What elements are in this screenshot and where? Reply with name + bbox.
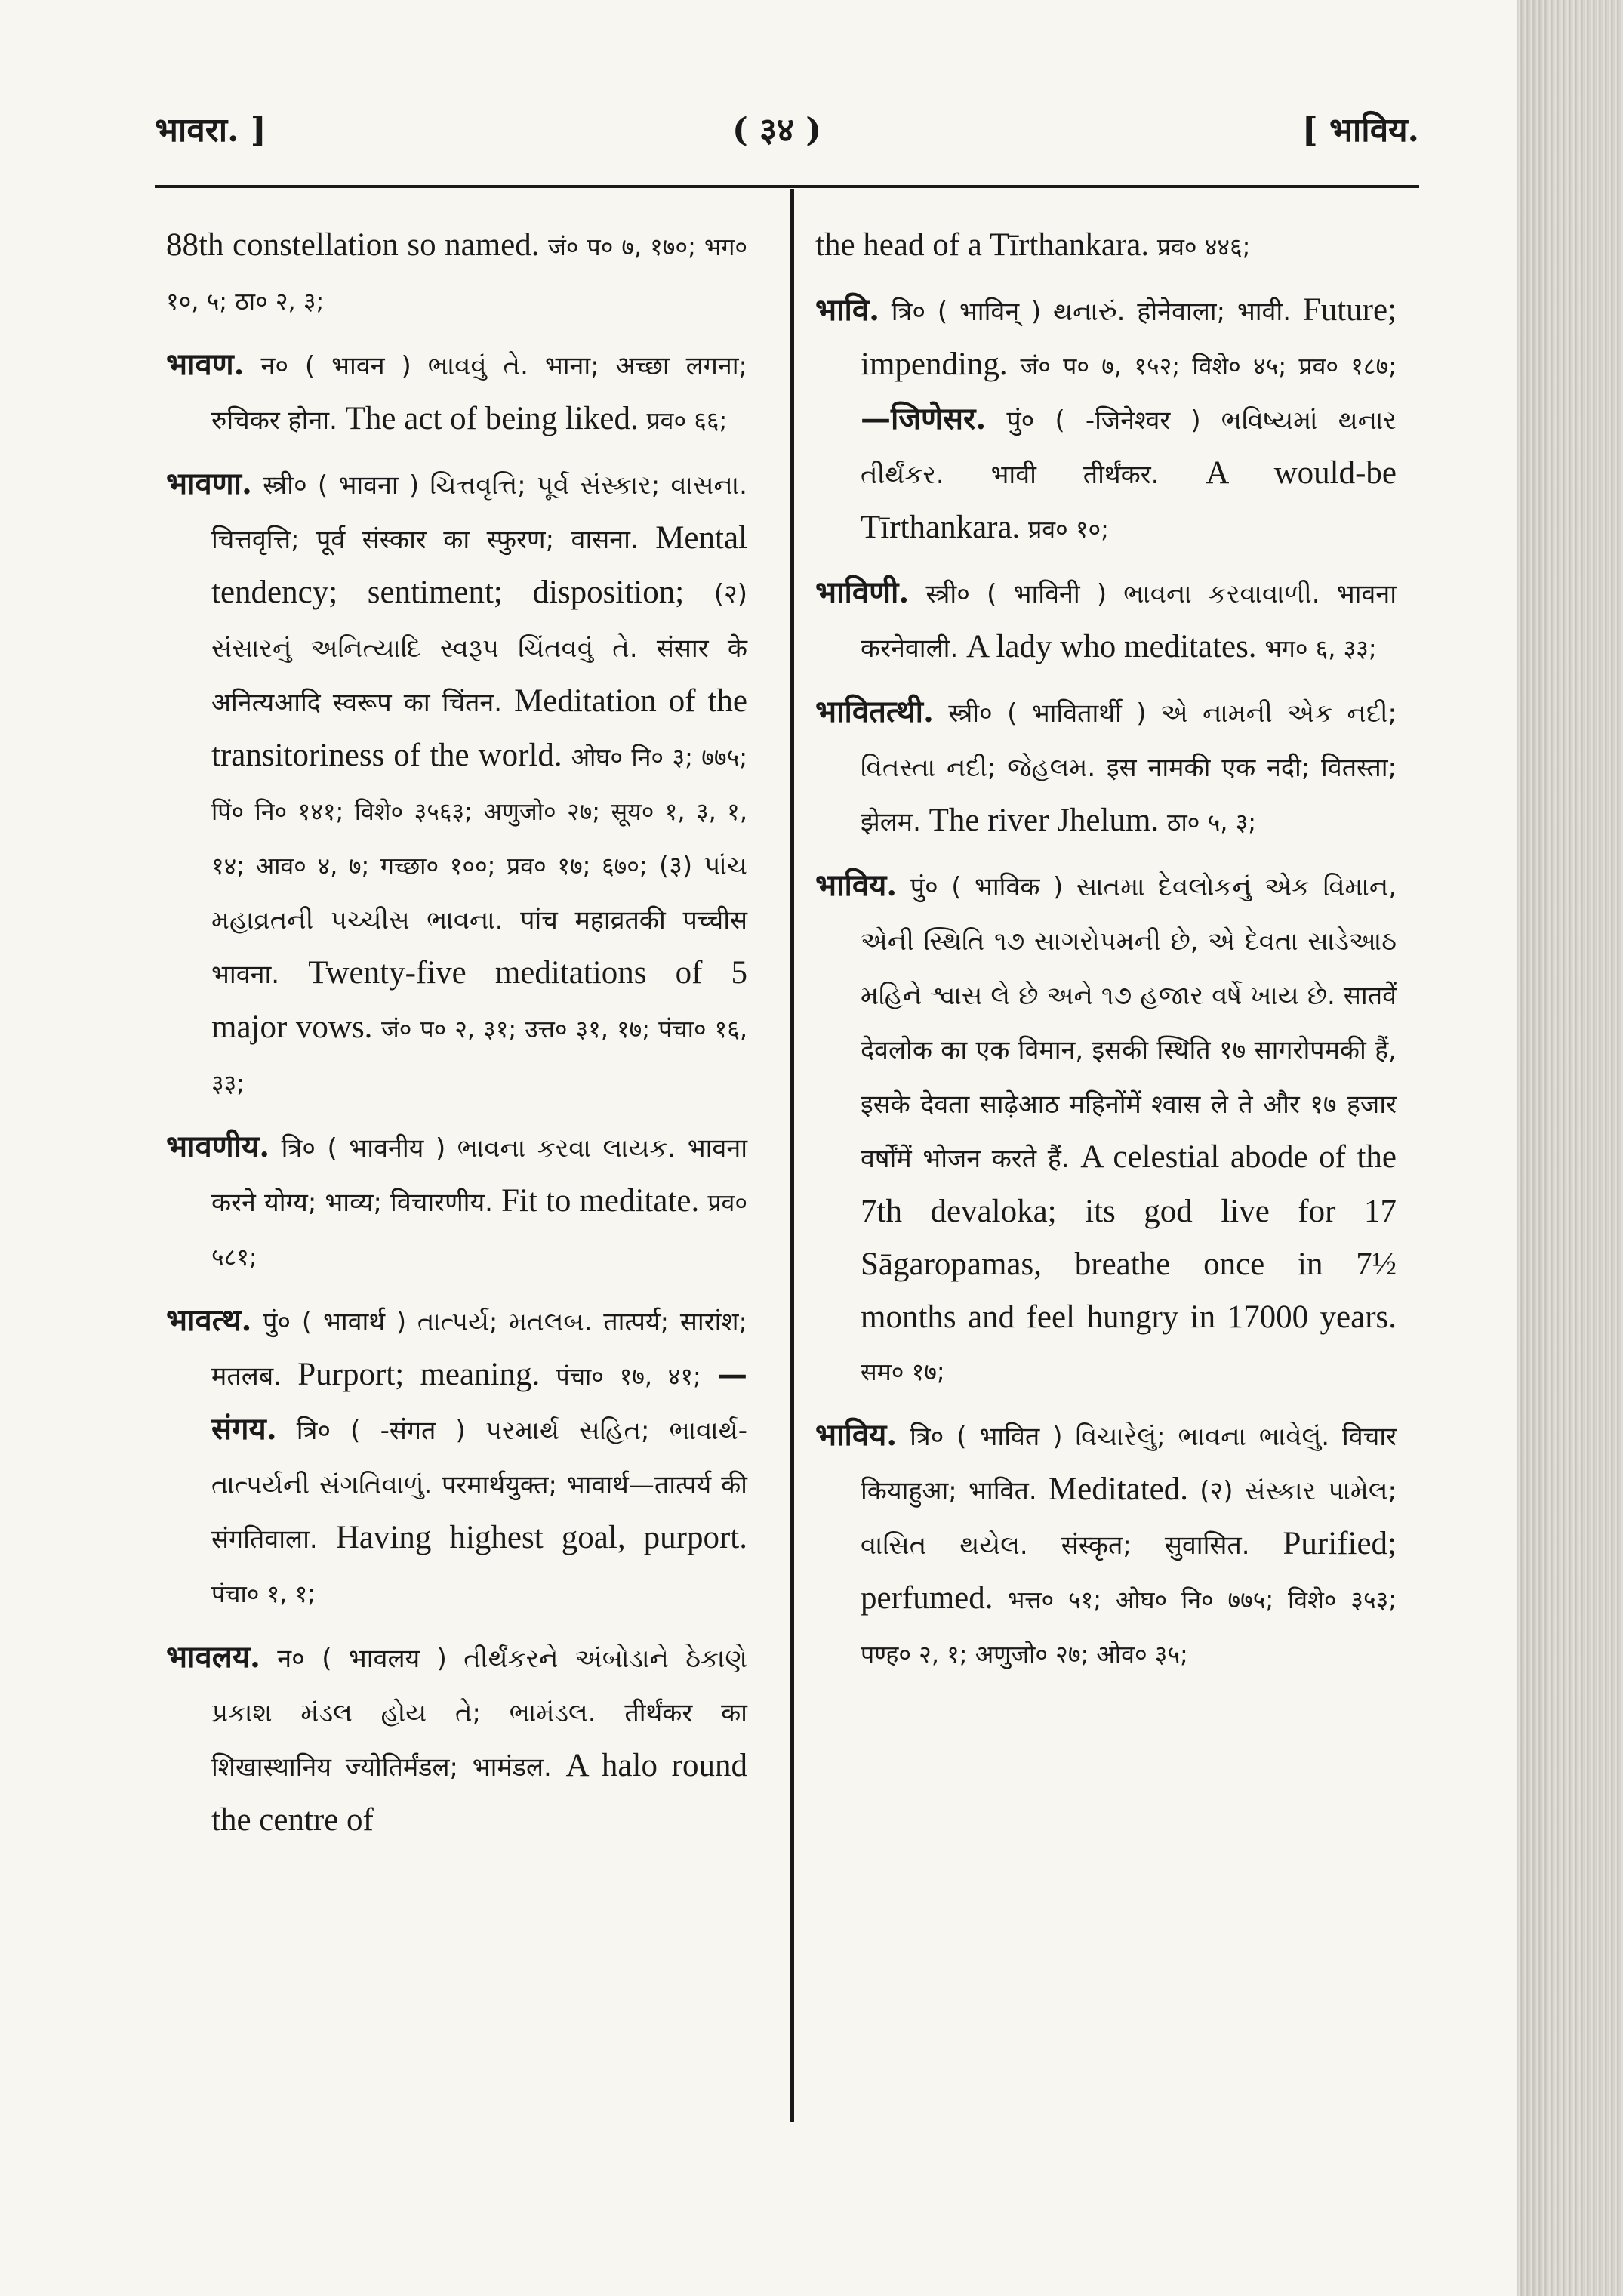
page-header [155,106,1419,151]
dictionary-entry [815,1409,1397,1681]
headword: भावणा. [166,466,252,501]
continued-entry [815,219,1397,273]
english-gloss: A halo round the centre of [211,1748,747,1838]
dictionary-entry [166,458,747,1110]
headword: भाविय. [815,1417,898,1453]
english-gloss: 88th constellation so named. [166,227,540,263]
english-gloss: Purified; perfumed. [861,1526,1397,1616]
sub-headword: —संगय. [211,1357,748,1447]
page-edge-shading [1517,0,1623,2296]
dictionary-entry [166,1120,747,1284]
indic-gloss: न० ( भावन ) ભાવવું તે. भाना; अच्छा लगना; रुचिकर होना. [211,351,747,436]
references: पंचा० १, १; [211,1579,316,1608]
indic-gloss: पुं० ( भाविक ) સાતમા દેવલોકનું એક વિમાન, એની સ્થિતિ ૧૭ સાગરોપમની છે, એ દેવતા સાડેઆઠ મહિને શ્વાસ લે છે અને ૧૭ હજાર વર્ષે ખાય છે. सातवें देवलोक का एक विमान, इसकी स्थिति १७ सागरोपमकी हैं, इसके देवता साढ़ेआठ महिनोंमें श्वास ले ते और १७ हजार वर्षोंमें भोजन करते हैं. [861,872,1397,1174]
references: प्रव० ५८१; [211,1188,747,1271]
indic-gloss: स्त्री० ( भाविनी ) ભાવના કરવાવાળી. भावना करनेवाली. [861,579,1397,664]
indic-gloss: पुं० ( -जिनेश्वर ) ભવિષ્યમાં થનાર તીર્થંકર. भावी तीर्थंकर. [861,405,1397,490]
sub-headword: —जिणेसर. [861,401,987,436]
indic-gloss: (३) પાંચ મહાવ્રતની પચ્ચીસ ભાવના. पांच महाव्रतकी पच्चीस भावना. [211,851,748,990]
indic-gloss: त्रि० ( भावनीय ) ભાવના કરવા લાયક. भावना करने योग्य; भाव्य; विचारणीय. [211,1133,748,1218]
references: प्रव० ६६; [646,406,728,435]
dictionary-entry [815,686,1397,849]
indic-gloss: त्रि० ( भावित ) વિચારેલું; ભાવના ભાવેલું. विचार कियाहुआ; भावित. [861,1422,1397,1506]
dictionary-entry [815,566,1397,675]
references: भत्त० ५१; ओघ० नि० ७७५; विशे० ३५३; पण्ह० २, १; अणुजो० २७; ओव० ३५; [861,1586,1397,1669]
continued-entry [166,219,747,328]
references: प्रव० ४४६; [1156,233,1251,261]
indic-gloss: स्त्री० ( भावितार्थी ) એ નામની એક નદી; વિતસ્તા નદી; જેહલમ. इस नामकी एक नदी; वितस्ता; झेलम. [861,698,1397,837]
left-column [166,219,747,1857]
indic-gloss: पुं० ( भावार्थ ) તાત્પર્ય; મતલબ. तात्पर्य; सारांश; मतलब. [211,1307,747,1391]
dictionary-entry [166,1631,747,1847]
english-gloss: the head of a Tīrthankara. [815,227,1150,263]
headword: भावि. [815,292,880,328]
indic-gloss: स्त्री० ( भावना ) ચિત્તવૃત્તિ; પૂર્વ સંસ્કાર; વાસના. चित्तवृत्ति; पूर्व संस्कार का स्फुरण; वासना. [211,470,747,555]
headword: भाविणी. [815,575,910,610]
english-gloss: Fit to meditate. [501,1183,700,1219]
headword: भावण. [166,347,245,382]
indic-gloss: (२) સંસ્કાર પામેલ; વાસિત થયેલ. संस्कृत; सुवासित. [861,1476,1397,1561]
english-gloss: The act of being liked. [345,401,639,436]
english-gloss: Having highest goal, purport. [335,1520,748,1555]
english-gloss: Meditation of the transitoriness of the world. [211,683,748,773]
english-gloss: Purport; meaning. [297,1357,540,1392]
references: जं० प० ७, १५२; विशे० ४५; प्रव० १८७; [1020,352,1397,381]
english-gloss: Twenty-five meditations of 5 major vows. [211,955,748,1045]
references: पंचा० १७, ४१; [556,1362,701,1391]
headword: भावणीय. [166,1129,270,1164]
indic-gloss: न० ( भावलय ) તીર્થંકરને અંબોડાને ઠેકાણે પ્રકાશ મંડલ હોય તે; ભામંડલ. तीर्थंकर का शिखास्थानिय ज्योतिर्मंडल; भामंडल. [211,1644,747,1783]
references: जं० प० ७, १७०; भग० १०, ५; ठा० २, ३; [166,233,748,316]
english-gloss: A lady who meditates. [966,629,1257,664]
dictionary-entry [815,859,1397,1398]
dictionary-entry [166,1294,747,1620]
dictionary-entry [815,284,1397,556]
header-left-catchword: भावरा. ] [155,111,266,149]
english-gloss: A celestial abode of the 7th devaloka; its god live for 17 Sāgaropamas, breathe once in 7½ months and feel hungry in 17000 years. [861,1139,1397,1335]
references: सम० १७; [861,1358,945,1386]
right-column [815,219,1397,1691]
headword: भाविय. [815,868,898,903]
references: ओघ० नि० ३; ७७५; पिं० नि० १४१; विशे० ३५६३; अणुजो० २७; सूय० १, ३, १, १४; आव० ४, ७; गच्छा० १००; प्रव० १७; ६७०; [211,743,747,880]
english-gloss: Future; impending. [861,292,1397,382]
column-divider [790,189,794,2122]
headword: भावत्थ. [166,1302,252,1338]
references: जं० प० २, ३१; उत्त० ३१, १७; पंचा० १६, ३३; [211,1015,747,1098]
indic-gloss: त्रि० ( भाविन् ) થનારું. होनेवाला; भावी. [891,297,1292,327]
english-gloss: The river Jhelum. [929,803,1160,838]
english-gloss: Meditated. [1048,1472,1189,1507]
indic-gloss: त्रि० ( -संगत ) પરમાર્થ સહિત; ભાવાર્થ-તાત્પર્યની સંગતિવાળું. परमार्थयुक्त; भावार्थ—तात्पर्य की संगतिवाला. [211,1416,748,1555]
indic-gloss: (२) સંસારનું અનિત્યાદિ સ્વરૂપ ચિંતવવું તે. संसार के अनित्यआदि स्वरूप का चिंतन. [211,579,747,718]
header-rule [155,185,1419,188]
headword: भावितत्थी. [815,694,934,729]
references: भग० ६, ३३; [1264,634,1377,663]
english-gloss: A would-be Tīrthankara. [861,455,1397,545]
references: प्रव० १०; [1028,515,1109,544]
dictionary-entry [166,338,747,447]
header-right-catchword: [ भाविय. [1301,111,1419,149]
references: ठा० ५, ३; [1166,808,1257,837]
headword: भावलय. [166,1639,260,1675]
english-gloss: Mental tendency; sentiment; disposition; [211,520,747,610]
page-number: ( ३४ ) [732,111,822,149]
